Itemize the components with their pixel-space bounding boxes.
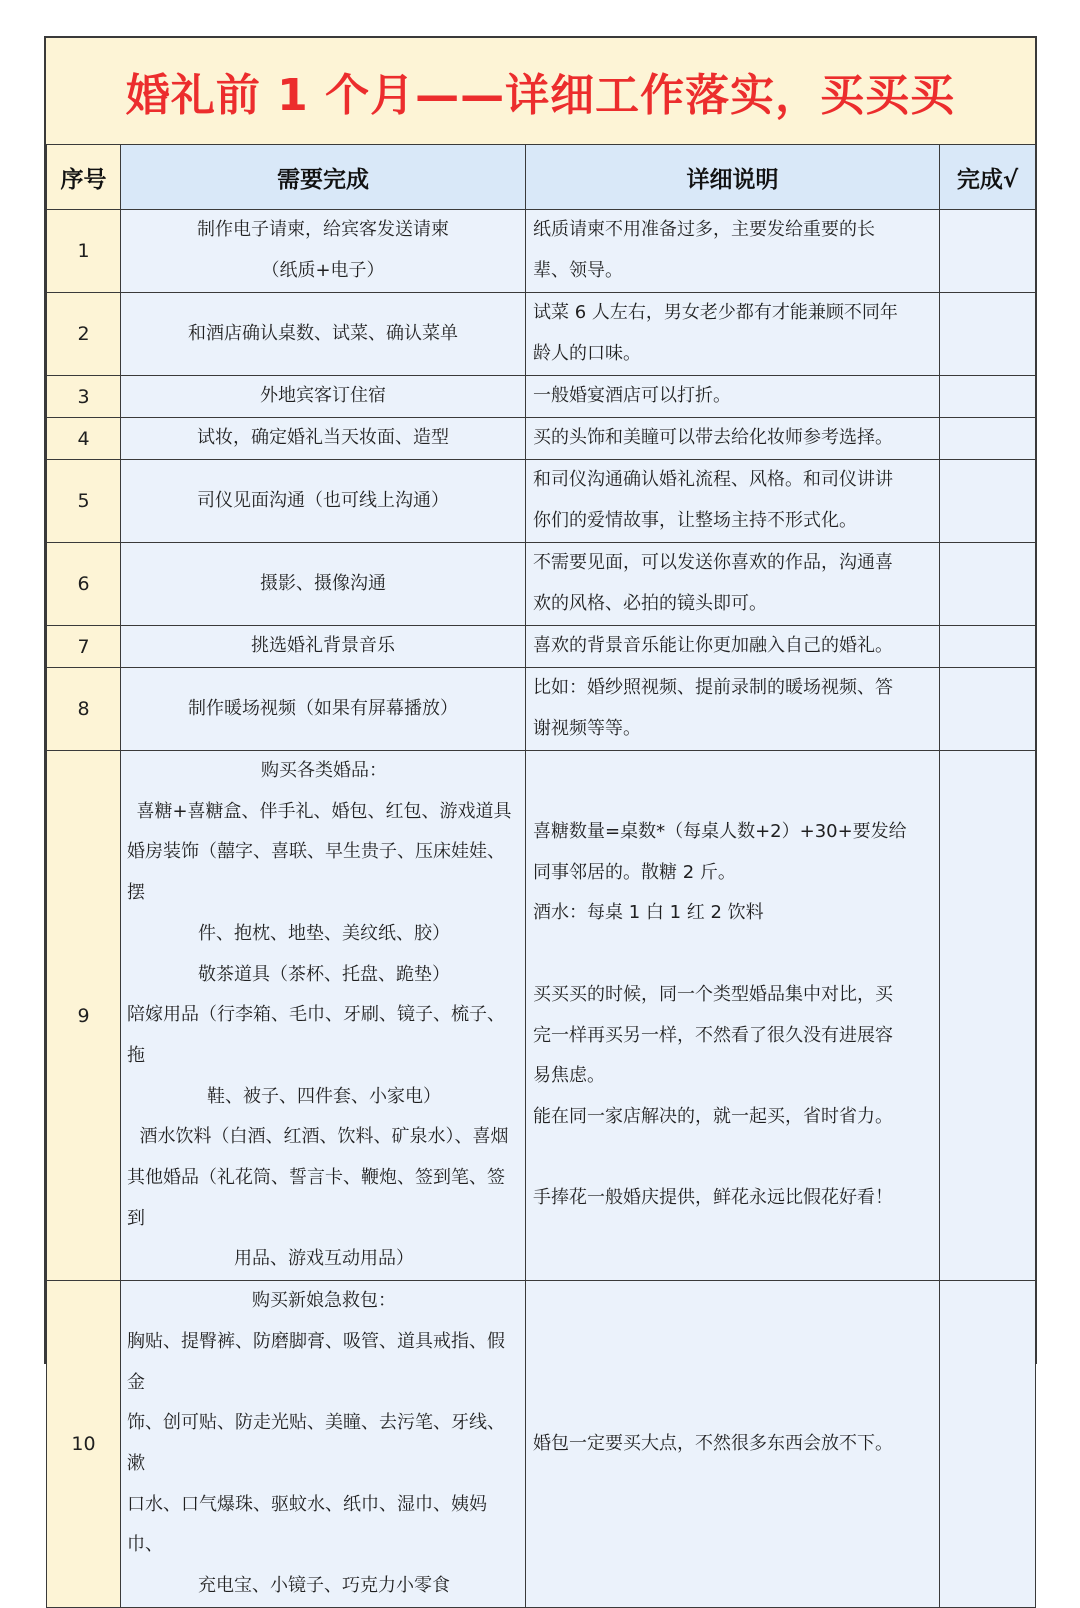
table-row bbox=[47, 376, 1036, 418]
table-row bbox=[47, 210, 1036, 293]
need-line: 其他婚品（礼花筒、誓言卡、鞭炮、签到笔、签到 bbox=[127, 1167, 505, 1229]
row-need: 和酒店确认桌数、试菜、确认菜单 bbox=[121, 293, 526, 376]
need-line: （纸质+电子） bbox=[261, 260, 385, 281]
detail-spacer bbox=[533, 934, 933, 975]
detail-line: 喜糖数量=桌数*（每桌人数+2）+30+要发给 bbox=[533, 821, 907, 843]
row-detail: 一般婚宴酒店可以打折。 bbox=[526, 376, 940, 418]
done-checkbox-cell[interactable] bbox=[940, 1281, 1036, 1608]
row-num: 2 bbox=[47, 293, 121, 376]
detail-line: 手捧花一般婚庆提供，鲜花永远比假花好看！ bbox=[533, 1187, 893, 1209]
row-need: 司仪见面沟通（也可线上沟通） bbox=[121, 460, 526, 543]
table-row bbox=[47, 543, 1036, 626]
row-detail bbox=[526, 460, 940, 543]
row-num: 6 bbox=[47, 543, 121, 626]
detail-line: 龄人的口味。 bbox=[533, 343, 641, 364]
row-need bbox=[121, 210, 526, 293]
detail-line: 能在同一家店解决的，就一起买，省时省力。 bbox=[533, 1105, 893, 1127]
done-checkbox-cell[interactable] bbox=[940, 751, 1036, 1281]
need-line: 饰、创可贴、防走光贴、美瞳、去污笔、牙线、漱 bbox=[127, 1412, 505, 1474]
row-need: 挑选婚礼背景音乐 bbox=[121, 626, 526, 668]
task-table bbox=[46, 144, 1036, 1608]
row-detail bbox=[526, 293, 940, 376]
need-line: 口水、口气爆珠、驱蚊水、纸巾、湿巾、姨妈巾、 bbox=[127, 1493, 487, 1556]
row-num: 1 bbox=[47, 210, 121, 293]
row-detail bbox=[526, 210, 940, 293]
page-title: 婚礼前 1 个月——详细工作落实，买买买 bbox=[125, 70, 956, 121]
row-need bbox=[121, 1281, 526, 1608]
row-detail bbox=[526, 543, 940, 626]
checklist-sheet bbox=[44, 36, 1037, 1597]
row-num: 4 bbox=[47, 418, 121, 460]
detail-line: 不需要见面，可以发送你喜欢的作品，沟通喜 bbox=[533, 552, 893, 574]
header-num: 序号 bbox=[47, 145, 121, 210]
row-need bbox=[121, 751, 526, 1281]
detail-line: 比如：婚纱照视频、提前录制的暖场视频、答 bbox=[533, 677, 893, 699]
done-checkbox-cell[interactable] bbox=[940, 293, 1036, 376]
header-detail: 详细说明 bbox=[526, 145, 940, 210]
done-checkbox-cell[interactable] bbox=[940, 543, 1036, 626]
detail-line: 欢的风格、必拍的镜头即可。 bbox=[533, 593, 767, 614]
row-detail: 买的头饰和美瞳可以带去给化妆师参考选择。 bbox=[526, 418, 940, 460]
header-done: 完成√ bbox=[940, 145, 1036, 210]
row-num: 3 bbox=[47, 376, 121, 418]
need-line: 鞋、被子、四件套、小家电） bbox=[207, 1085, 441, 1107]
row-num: 10 bbox=[47, 1281, 121, 1608]
detail-line: 试菜 6 人左右，男女老少都有才能兼顾不同年 bbox=[533, 302, 898, 324]
need-line: 敬茶道具（茶杯、托盘、跪垫） bbox=[198, 963, 450, 985]
table-row bbox=[47, 626, 1036, 668]
detail-line: 纸质请柬不用准备过多，主要发给重要的长 bbox=[533, 219, 875, 241]
detail-line: 辈、领导。 bbox=[533, 260, 623, 281]
detail-line: 同事邻居的。散糖 2 斤。 bbox=[533, 861, 736, 883]
row-need: 摄影、摄像沟通 bbox=[121, 543, 526, 626]
row-need: 外地宾客订住宿 bbox=[121, 376, 526, 418]
row-detail bbox=[526, 751, 940, 1281]
detail-line: 谢视频等等。 bbox=[533, 718, 641, 739]
detail-line: 你们的爱情故事，让整场主持不形式化。 bbox=[533, 510, 857, 531]
detail-spacer bbox=[533, 1138, 933, 1179]
title-bar bbox=[46, 38, 1035, 146]
done-checkbox-cell[interactable] bbox=[940, 210, 1036, 293]
row-need: 制作暖场视频（如果有屏幕播放） bbox=[121, 668, 526, 751]
header-row bbox=[47, 145, 1036, 210]
header-need: 需要完成 bbox=[121, 145, 526, 210]
done-checkbox-cell[interactable] bbox=[940, 376, 1036, 418]
need-line: 陪嫁用品（行李箱、毛巾、牙刷、镜子、梳子、拖 bbox=[127, 1004, 505, 1066]
table-row bbox=[47, 668, 1036, 751]
done-checkbox-cell[interactable] bbox=[940, 626, 1036, 668]
done-checkbox-cell[interactable] bbox=[940, 668, 1036, 751]
need-line: 婚房装饰（囍字、喜联、早生贵子、压床娃娃、摆 bbox=[127, 841, 505, 904]
row-num: 9 bbox=[47, 751, 121, 1281]
row-detail bbox=[526, 668, 940, 751]
need-line: 充电宝、小镜子、巧克力小零食 bbox=[198, 1575, 450, 1597]
detail-line: 易焦虑。 bbox=[533, 1065, 605, 1087]
table-row bbox=[47, 418, 1036, 460]
row-detail: 喜欢的背景音乐能让你更加融入自己的婚礼。 bbox=[526, 626, 940, 668]
row-num: 5 bbox=[47, 460, 121, 543]
table-row bbox=[47, 1281, 1036, 1608]
need-line: 胸贴、提臀裤、防磨脚膏、吸管、道具戒指、假金 bbox=[127, 1330, 505, 1393]
need-line: 用品、游戏互动用品） bbox=[234, 1248, 414, 1270]
detail-line: 和司仪沟通确认婚礼流程、风格。和司仪讲讲 bbox=[533, 469, 893, 491]
need-line: 喜糖+喜糖盒、伴手礼、婚包、红包、游戏道具 bbox=[136, 800, 512, 822]
done-checkbox-cell[interactable] bbox=[940, 460, 1036, 543]
detail-line: 酒水：每桌 1 白 1 红 2 饮料 bbox=[533, 902, 764, 924]
need-line: 件、抱枕、地垫、美纹纸、胶） bbox=[198, 922, 450, 944]
need-line: 购买新娘急救包： bbox=[252, 1290, 396, 1312]
row-num: 7 bbox=[47, 626, 121, 668]
done-checkbox-cell[interactable] bbox=[940, 418, 1036, 460]
row-num: 8 bbox=[47, 668, 121, 751]
need-line: 酒水饮料（白酒、红酒、饮料、矿泉水）、喜烟 bbox=[139, 1126, 509, 1148]
detail-line: 完一样再买另一样，不然看了很久没有进展容 bbox=[533, 1024, 893, 1046]
need-line: 制作电子请柬，给宾客发送请柬 bbox=[197, 219, 449, 241]
row-need: 试妆，确定婚礼当天妆面、造型 bbox=[121, 418, 526, 460]
table-row bbox=[47, 293, 1036, 376]
row-detail: 婚包一定要买大点，不然很多东西会放不下。 bbox=[526, 1281, 940, 1608]
detail-line: 买买买的时候，同一个类型婚品集中对比，买 bbox=[533, 983, 893, 1005]
table-row bbox=[47, 751, 1036, 1281]
table-row bbox=[47, 460, 1036, 543]
need-line: 购买各类婚品： bbox=[261, 760, 387, 781]
